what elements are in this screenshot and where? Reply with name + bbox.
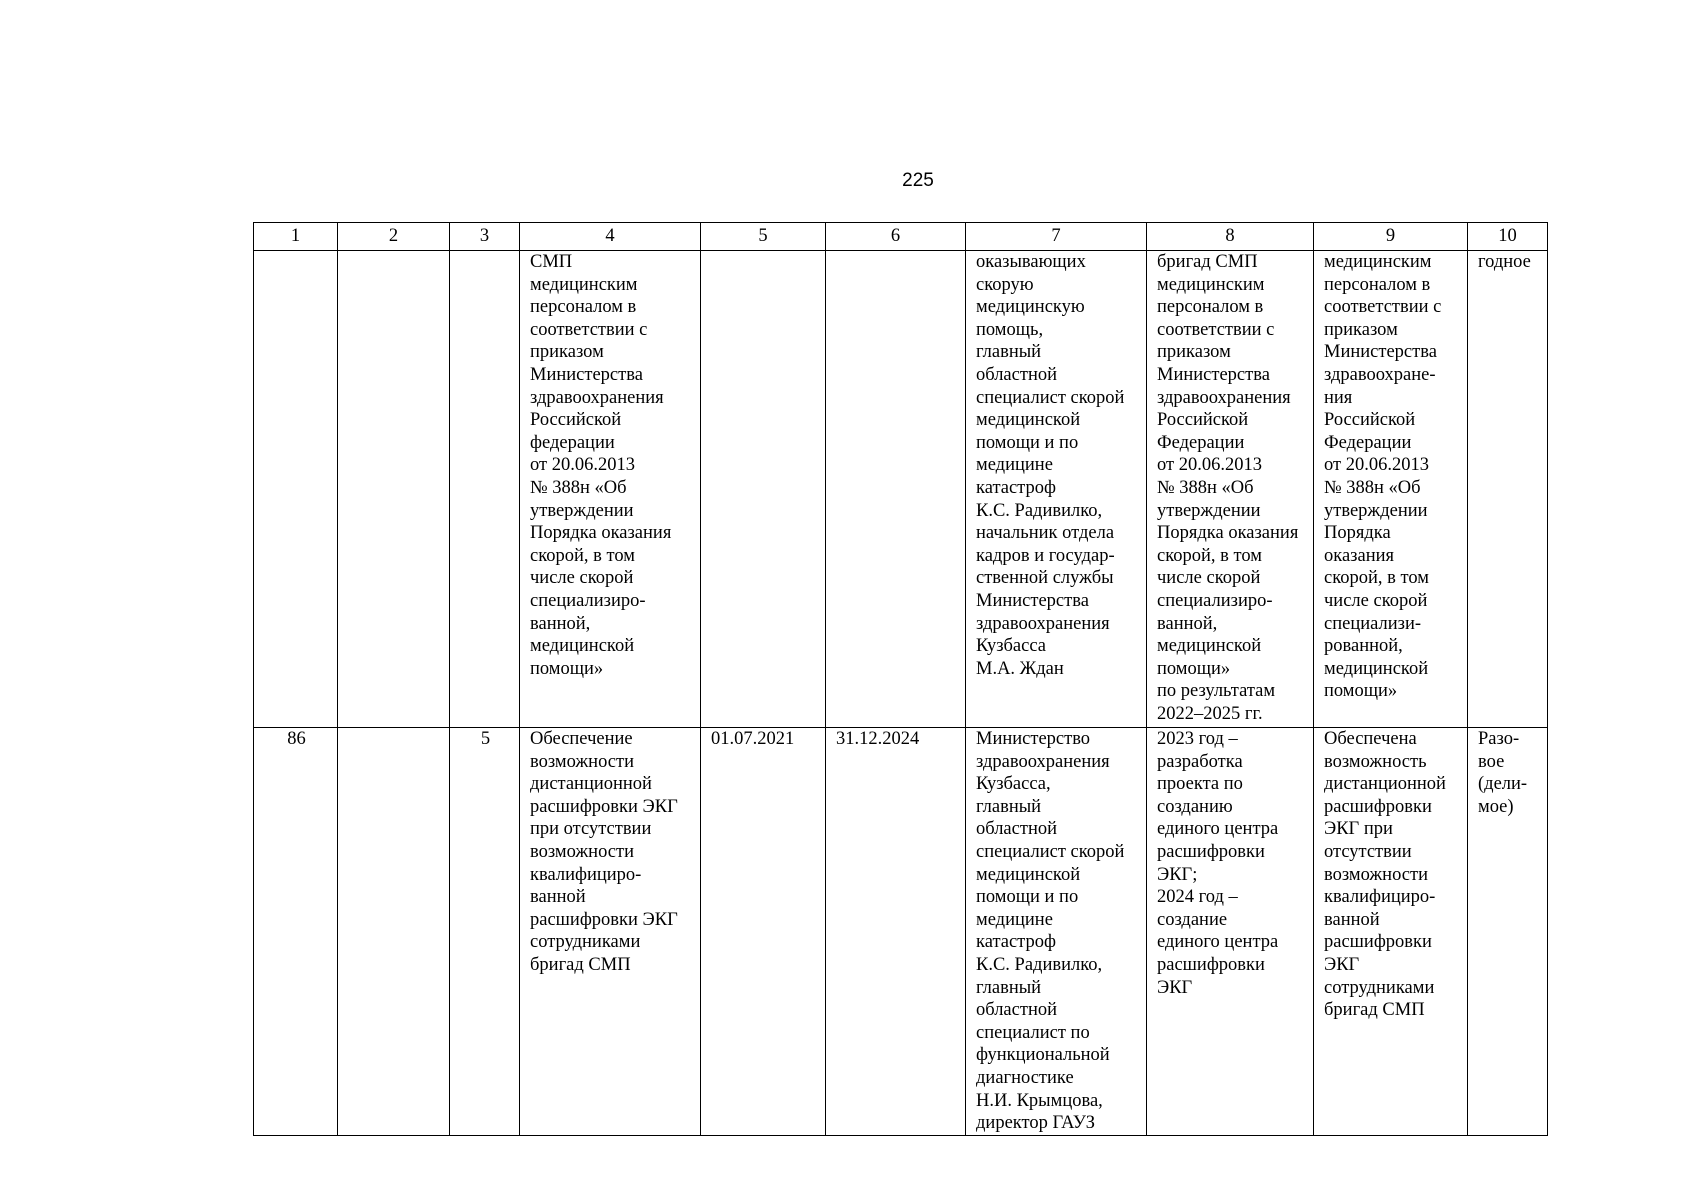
header-cell-8: 8 [1147, 223, 1314, 251]
end-date-cell: 31.12.2024 [826, 728, 966, 1136]
characteristic-cell: бригад СМП медицинским персоналом в соответствии с приказом Министерства здравоохранения Российской Федерации от 20.06.2013 № 388н «Об утверждении Порядка оказания скорой, в том числе скорой специализиро- ванной, медицинской помощи» по результатам 2022–2025 гг. [1147, 251, 1314, 728]
end-date-cell [826, 251, 966, 728]
start-date-cell [701, 251, 826, 728]
header-cell-9: 9 [1314, 223, 1468, 251]
row-number-cell: 86 [254, 728, 338, 1136]
header-cell-3: 3 [450, 223, 520, 251]
column-3-cell [450, 251, 520, 728]
result-cell: медицинским персоналом в соответствии с приказом Министерства здравоохране- ния Российской Федерации от 20.06.2013 № 388н «Об утверждении Порядка оказания скорой, в том числе скорой специализи- рованной, медицинской помощи» [1314, 251, 1468, 728]
column-2-cell [338, 728, 450, 1136]
column-2-cell [338, 251, 450, 728]
result-cell: Обеспечена возможность дистанционной расшифровки ЭКГ при отсутствии возможности квалифициро- ванной расшифровки ЭКГ сотрудниками бригад СМП [1314, 728, 1468, 1136]
column-3-cell: 5 [450, 728, 520, 1136]
periodicity-cell: годное [1468, 251, 1548, 728]
header-row [254, 223, 1548, 251]
header-cell-6: 6 [826, 223, 966, 251]
start-date-cell: 01.07.2021 [701, 728, 826, 1136]
measure-description-cell: Обеспечение возможности дистанционной расшифровки ЭКГ при отсутствии возможности квалифициро- ванной расшифровки ЭКГ сотрудниками бригад СМП [520, 728, 701, 1136]
responsible-cell: Министерство здравоохранения Кузбасса, главный областной специалист скорой медицинской помощи и по медицине катастроф К.С. Радивилко, главный областной специалист по функциональной диагностике Н.И. Крымцова, директор ГАУЗ [966, 728, 1147, 1136]
table-row [254, 251, 1548, 728]
row-number-cell [254, 251, 338, 728]
header-cell-5: 5 [701, 223, 826, 251]
periodicity-cell: Разо- вое (дели- мое) [1468, 728, 1548, 1136]
page-number: 225 [902, 170, 934, 191]
characteristic-cell: 2023 год – разработка проекта по созданию единого центра расшифровки ЭКГ; 2024 год – создание единого центра расшифровки ЭКГ [1147, 728, 1314, 1136]
document-table [253, 222, 1548, 1136]
responsible-cell: оказывающих скорую медицинскую помощь, главный областной специалист скорой медицинской помощи и по медицине катастроф К.С. Радивилко, начальник отдела кадров и государ- ственной службы Министерства здравоохранения Кузбасса М.А. Ждан [966, 251, 1147, 728]
header-cell-1: 1 [254, 223, 338, 251]
header-cell-4: 4 [520, 223, 701, 251]
measure-description-cell: СМП медицинским персоналом в соответствии с приказом Министерства здравоохранения Российской федерации от 20.06.2013 № 388н «Об утверждении Порядка оказания скорой, в том числе скорой специализиро- ванной, медицинской помощи» [520, 251, 701, 728]
header-cell-10: 10 [1468, 223, 1548, 251]
table-row [254, 728, 1548, 1136]
header-cell-2: 2 [338, 223, 450, 251]
header-cell-7: 7 [966, 223, 1147, 251]
